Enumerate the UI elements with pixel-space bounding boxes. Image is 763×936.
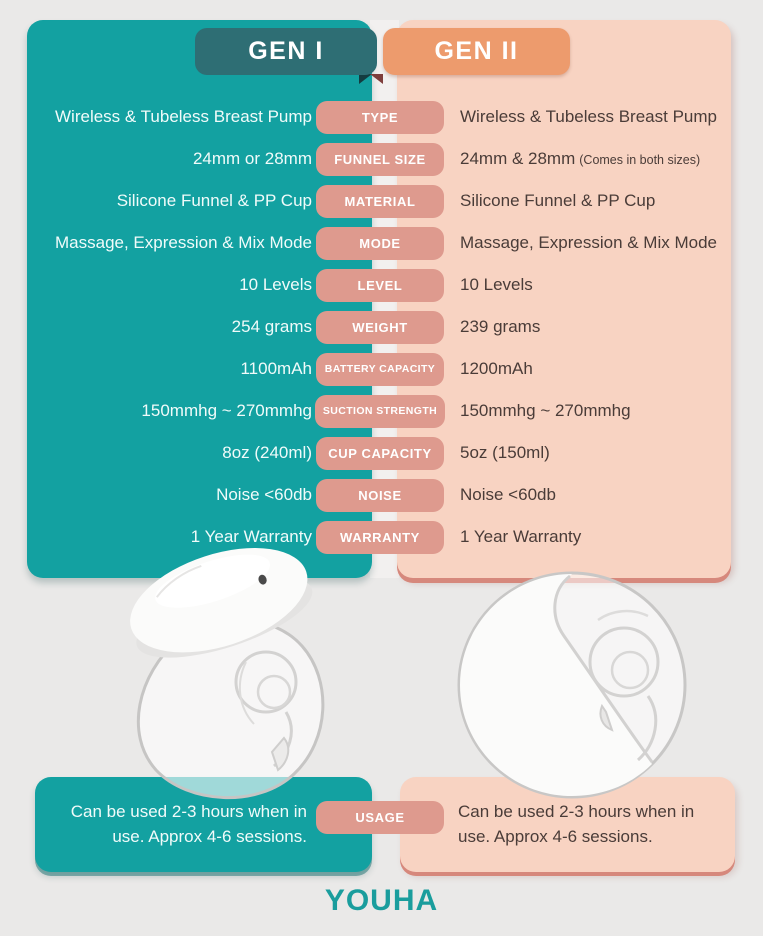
gen2-tab-fold <box>370 74 383 84</box>
table-row-funnel-size <box>0 138 763 180</box>
spec-rows <box>0 96 763 558</box>
gen2-value: Noise <60db <box>460 485 556 504</box>
gen1-value: 1 Year Warranty <box>190 527 312 546</box>
attribute-pill: BATTERY CAPACITY <box>316 353 444 386</box>
table-row-mode <box>0 222 763 264</box>
gen2-value-note: (Comes in both sizes) <box>579 153 701 167</box>
table-row-noise <box>0 474 763 516</box>
attribute-pill: WARRANTY <box>316 521 444 554</box>
gen2-value: 150mmhg ~ 270mmhg <box>460 401 631 420</box>
gen1-value: Noise <60db <box>216 485 312 504</box>
gen2-value: 10 Levels <box>460 275 533 294</box>
gen1-value: Wireless & Tubeless Breast Pump <box>55 107 312 126</box>
gen2-usage-text: Can be used 2-3 hours when in use. Approx 4-6 sessions. <box>458 802 695 846</box>
table-row-material <box>0 180 763 222</box>
gen1-usage-text: Can be used 2-3 hours when in use. Approx 4-6 sessions. <box>70 802 307 846</box>
gen2-value: 1200mAh <box>460 359 533 378</box>
table-row-weight <box>0 306 763 348</box>
attribute-pill: FUNNEL SIZE <box>316 143 444 176</box>
gen2-tab <box>383 28 570 75</box>
table-row-level <box>0 264 763 306</box>
gen1-value: Massage, Expression & Mix Mode <box>55 233 312 252</box>
attribute-pill: MODE <box>316 227 444 260</box>
attribute-pill: NOISE <box>316 479 444 512</box>
usage-attribute-pill: USAGE <box>316 801 444 834</box>
table-row-suction-strength <box>0 390 763 432</box>
gen1-value: Silicone Funnel & PP Cup <box>116 191 312 210</box>
youha-logo: YOUHA <box>324 884 439 917</box>
gen2-value: 24mm & 28mm <box>460 149 576 168</box>
gen1-value: 8oz (240ml) <box>222 443 312 462</box>
attribute-pill: CUP CAPACITY <box>316 437 444 470</box>
gen1-value: 1100mAh <box>240 359 312 378</box>
table-row-cup-capacity <box>0 432 763 474</box>
gen2-value: Massage, Expression & Mix Mode <box>460 233 717 252</box>
gen2-value: Silicone Funnel & PP Cup <box>460 191 656 210</box>
attribute-pill: MATERIAL <box>316 185 444 218</box>
attribute-pill: WEIGHT <box>316 311 444 344</box>
gen1-value: 150mmhg ~ 270mmhg <box>141 401 312 420</box>
attribute-pill: TYPE <box>316 101 444 134</box>
table-row-battery-capacity <box>0 348 763 390</box>
gen2-tab-label: GEN II <box>434 37 519 65</box>
gen1-tab-label: GEN I <box>248 37 324 65</box>
gen2-value: 5oz (150ml) <box>460 443 550 462</box>
gen1-value: 10 Levels <box>239 275 312 294</box>
gen1-pump-photo <box>116 542 340 806</box>
table-row-type <box>0 96 763 138</box>
gen1-tab <box>195 28 377 75</box>
gen1-value: 24mm or 28mm <box>192 149 312 168</box>
gen2-value: Wireless & Tubeless Breast Pump <box>460 107 717 126</box>
attribute-pill: LEVEL <box>316 269 444 302</box>
gen2-pump-photo <box>452 566 696 804</box>
gen2-value: 239 grams <box>460 317 541 336</box>
attribute-pill: SUCTION STRENGTH <box>315 395 445 428</box>
gen1-value: 254 grams <box>231 317 312 336</box>
gen2-value: 1 Year Warranty <box>460 527 582 546</box>
table-row-warranty <box>0 516 763 558</box>
